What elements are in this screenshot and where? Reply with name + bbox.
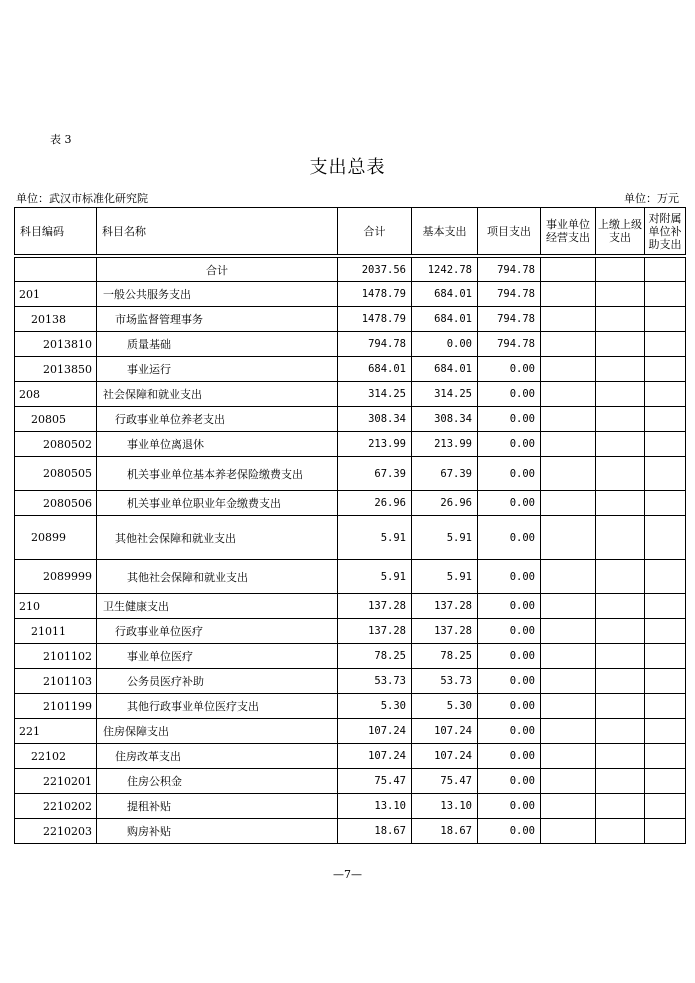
row-code-cell: 2210201 xyxy=(15,769,97,794)
row-business-cell xyxy=(541,307,596,332)
row-upper-cell xyxy=(596,644,645,669)
table-row xyxy=(15,819,686,844)
row-subsidiary-cell xyxy=(645,719,686,744)
row-subsidiary-cell xyxy=(645,516,686,560)
row-business-cell xyxy=(541,560,596,594)
row-project-cell: 0.00 xyxy=(478,744,541,769)
row-business-cell xyxy=(541,432,596,457)
header-total: 合计 xyxy=(338,208,412,255)
row-business-cell xyxy=(541,282,596,307)
row-project-cell: 794.78 xyxy=(478,307,541,332)
row-name-cell: 住房改革支出 xyxy=(97,744,338,769)
row-name-cell: 事业单位医疗 xyxy=(97,644,338,669)
row-business-cell xyxy=(541,819,596,844)
row-name-cell: 其他社会保障和就业支出 xyxy=(97,560,338,594)
row-project-cell: 794.78 xyxy=(478,258,541,282)
row-total-cell: 5.91 xyxy=(338,560,412,594)
page-number: —7— xyxy=(333,868,362,881)
row-basic-cell: 5.91 xyxy=(412,516,478,560)
row-basic-cell: 5.91 xyxy=(412,560,478,594)
header-name: 科目名称 xyxy=(97,208,338,255)
table-row xyxy=(15,694,686,719)
row-basic-cell: 314.25 xyxy=(412,382,478,407)
row-name-cell: 住房保障支出 xyxy=(97,719,338,744)
row-project-cell: 0.00 xyxy=(478,619,541,644)
row-project-cell: 794.78 xyxy=(478,332,541,357)
table-row xyxy=(15,457,686,491)
table-row xyxy=(15,669,686,694)
table-row xyxy=(15,258,686,282)
row-project-cell: 0.00 xyxy=(478,644,541,669)
row-total-cell: 684.01 xyxy=(338,357,412,382)
row-name-cell: 公务员医疗补助 xyxy=(97,669,338,694)
row-code-cell: 2089999 xyxy=(15,560,97,594)
row-total-cell: 53.73 xyxy=(338,669,412,694)
row-business-cell xyxy=(541,644,596,669)
row-total-cell: 107.24 xyxy=(338,719,412,744)
row-name-cell: 购房补贴 xyxy=(97,819,338,844)
row-subsidiary-cell xyxy=(645,744,686,769)
header-subsidiary: 对附属单位补助支出 xyxy=(645,208,686,255)
row-code-cell: 2080502 xyxy=(15,432,97,457)
row-project-cell: 0.00 xyxy=(478,769,541,794)
header-business-operation: 事业单位经营支出 xyxy=(541,208,596,255)
row-upper-cell xyxy=(596,282,645,307)
row-name-cell: 一般公共服务支出 xyxy=(97,282,338,307)
row-name-cell: 社会保障和就业支出 xyxy=(97,382,338,407)
header-code: 科目编码 xyxy=(15,208,97,255)
row-basic-cell: 684.01 xyxy=(412,282,478,307)
row-name-cell: 事业单位离退休 xyxy=(97,432,338,457)
row-business-cell xyxy=(541,258,596,282)
table-row xyxy=(15,491,686,516)
row-subsidiary-cell xyxy=(645,560,686,594)
table-row xyxy=(15,769,686,794)
row-name-cell: 行政事业单位养老支出 xyxy=(97,407,338,432)
row-subsidiary-cell xyxy=(645,457,686,491)
row-business-cell xyxy=(541,457,596,491)
row-project-cell: 0.00 xyxy=(478,669,541,694)
row-basic-cell: 137.28 xyxy=(412,594,478,619)
row-upper-cell xyxy=(596,719,645,744)
row-subsidiary-cell xyxy=(645,382,686,407)
row-code-cell: 2013850 xyxy=(15,357,97,382)
row-name-cell: 合计 xyxy=(97,258,338,282)
table-row xyxy=(15,307,686,332)
row-basic-cell: 53.73 xyxy=(412,669,478,694)
row-upper-cell xyxy=(596,744,645,769)
row-name-cell: 机关事业单位职业年金缴费支出 xyxy=(97,491,338,516)
header-row xyxy=(15,208,686,255)
row-total-cell: 26.96 xyxy=(338,491,412,516)
row-name-cell: 住房公积金 xyxy=(97,769,338,794)
row-project-cell: 0.00 xyxy=(478,457,541,491)
header-project: 项目支出 xyxy=(478,208,541,255)
row-basic-cell: 213.99 xyxy=(412,432,478,457)
row-code-cell: 2101103 xyxy=(15,669,97,694)
row-total-cell: 67.39 xyxy=(338,457,412,491)
row-code-cell: 2101102 xyxy=(15,644,97,669)
row-code-cell: 20805 xyxy=(15,407,97,432)
table-row xyxy=(15,719,686,744)
row-name-cell: 其他行政事业单位医疗支出 xyxy=(97,694,338,719)
row-subsidiary-cell xyxy=(645,491,686,516)
row-code-cell: 20899 xyxy=(15,516,97,560)
row-project-cell: 0.00 xyxy=(478,491,541,516)
row-basic-cell: 0.00 xyxy=(412,332,478,357)
row-name-cell: 卫生健康支出 xyxy=(97,594,338,619)
row-total-cell: 13.10 xyxy=(338,794,412,819)
table-row xyxy=(15,644,686,669)
row-upper-cell xyxy=(596,407,645,432)
row-upper-cell xyxy=(596,357,645,382)
row-basic-cell: 308.34 xyxy=(412,407,478,432)
row-upper-cell xyxy=(596,819,645,844)
row-upper-cell xyxy=(596,694,645,719)
row-subsidiary-cell xyxy=(645,819,686,844)
row-business-cell xyxy=(541,382,596,407)
row-basic-cell: 18.67 xyxy=(412,819,478,844)
row-subsidiary-cell xyxy=(645,594,686,619)
row-total-cell: 78.25 xyxy=(338,644,412,669)
row-name-cell: 质量基础 xyxy=(97,332,338,357)
row-code-cell: 2210203 xyxy=(15,819,97,844)
row-basic-cell: 78.25 xyxy=(412,644,478,669)
row-subsidiary-cell xyxy=(645,332,686,357)
row-subsidiary-cell xyxy=(645,794,686,819)
row-subsidiary-cell xyxy=(645,357,686,382)
row-total-cell: 137.28 xyxy=(338,619,412,644)
row-basic-cell: 67.39 xyxy=(412,457,478,491)
table-row xyxy=(15,794,686,819)
row-total-cell: 75.47 xyxy=(338,769,412,794)
row-total-cell: 18.67 xyxy=(338,819,412,844)
row-total-cell: 5.91 xyxy=(338,516,412,560)
row-name-cell: 行政事业单位医疗 xyxy=(97,619,338,644)
row-code-cell: 221 xyxy=(15,719,97,744)
row-code-cell: 2101199 xyxy=(15,694,97,719)
table-row xyxy=(15,332,686,357)
table-row xyxy=(15,282,686,307)
row-upper-cell xyxy=(596,769,645,794)
table-number: 表 3 xyxy=(50,133,72,146)
row-business-cell xyxy=(541,491,596,516)
row-project-cell: 0.00 xyxy=(478,794,541,819)
row-business-cell xyxy=(541,769,596,794)
organization-unit: 单位：武汉市标准化研究院 xyxy=(16,192,148,205)
row-business-cell xyxy=(541,669,596,694)
row-upper-cell xyxy=(596,560,645,594)
row-project-cell: 0.00 xyxy=(478,719,541,744)
row-upper-cell xyxy=(596,382,645,407)
row-total-cell: 5.30 xyxy=(338,694,412,719)
row-code-cell: 201 xyxy=(15,282,97,307)
row-business-cell xyxy=(541,332,596,357)
row-basic-cell: 26.96 xyxy=(412,491,478,516)
row-total-cell: 213.99 xyxy=(338,432,412,457)
row-subsidiary-cell xyxy=(645,619,686,644)
row-business-cell xyxy=(541,794,596,819)
row-code-cell: 2013810 xyxy=(15,332,97,357)
row-business-cell xyxy=(541,594,596,619)
row-subsidiary-cell xyxy=(645,407,686,432)
row-total-cell: 794.78 xyxy=(338,332,412,357)
row-basic-cell: 1242.78 xyxy=(412,258,478,282)
row-upper-cell xyxy=(596,491,645,516)
row-subsidiary-cell xyxy=(645,769,686,794)
row-total-cell: 137.28 xyxy=(338,594,412,619)
row-basic-cell: 107.24 xyxy=(412,744,478,769)
row-total-cell: 314.25 xyxy=(338,382,412,407)
header-upper-level: 上缴上级支出 xyxy=(596,208,645,255)
row-business-cell xyxy=(541,619,596,644)
row-name-cell: 事业运行 xyxy=(97,357,338,382)
expenditure-table xyxy=(14,207,686,844)
row-business-cell xyxy=(541,694,596,719)
row-upper-cell xyxy=(596,258,645,282)
row-project-cell: 794.78 xyxy=(478,282,541,307)
row-basic-cell: 107.24 xyxy=(412,719,478,744)
row-basic-cell: 5.30 xyxy=(412,694,478,719)
row-total-cell: 1478.79 xyxy=(338,307,412,332)
row-upper-cell xyxy=(596,457,645,491)
row-upper-cell xyxy=(596,669,645,694)
table-row xyxy=(15,516,686,560)
row-code-cell: 208 xyxy=(15,382,97,407)
row-upper-cell xyxy=(596,619,645,644)
row-project-cell: 0.00 xyxy=(478,819,541,844)
row-total-cell: 1478.79 xyxy=(338,282,412,307)
row-project-cell: 0.00 xyxy=(478,594,541,619)
row-business-cell xyxy=(541,516,596,560)
row-code-cell: 21011 xyxy=(15,619,97,644)
row-upper-cell xyxy=(596,332,645,357)
row-total-cell: 2037.56 xyxy=(338,258,412,282)
row-name-cell: 机关事业单位基本养老保险缴费支出 xyxy=(97,457,338,491)
page-title: 支出总表 xyxy=(309,157,386,178)
row-project-cell: 0.00 xyxy=(478,694,541,719)
row-upper-cell xyxy=(596,516,645,560)
row-code-cell: 2080506 xyxy=(15,491,97,516)
row-subsidiary-cell xyxy=(645,669,686,694)
row-upper-cell xyxy=(596,794,645,819)
table-row xyxy=(15,560,686,594)
row-business-cell xyxy=(541,407,596,432)
table-row xyxy=(15,744,686,769)
row-basic-cell: 137.28 xyxy=(412,619,478,644)
row-code-cell: 20138 xyxy=(15,307,97,332)
row-name-cell: 提租补贴 xyxy=(97,794,338,819)
row-upper-cell xyxy=(596,432,645,457)
row-code-cell: 2080505 xyxy=(15,457,97,491)
row-basic-cell: 684.01 xyxy=(412,307,478,332)
row-subsidiary-cell xyxy=(645,307,686,332)
row-subsidiary-cell xyxy=(645,282,686,307)
row-basic-cell: 684.01 xyxy=(412,357,478,382)
row-name-cell: 市场监督管理事务 xyxy=(97,307,338,332)
row-subsidiary-cell xyxy=(645,258,686,282)
row-subsidiary-cell xyxy=(645,432,686,457)
row-business-cell xyxy=(541,357,596,382)
row-upper-cell xyxy=(596,307,645,332)
row-project-cell: 0.00 xyxy=(478,432,541,457)
row-upper-cell xyxy=(596,594,645,619)
row-business-cell xyxy=(541,744,596,769)
row-project-cell: 0.00 xyxy=(478,560,541,594)
row-code-cell: 22102 xyxy=(15,744,97,769)
table-row xyxy=(15,432,686,457)
row-code-cell: 210 xyxy=(15,594,97,619)
row-project-cell: 0.00 xyxy=(478,516,541,560)
row-project-cell: 0.00 xyxy=(478,357,541,382)
table-row xyxy=(15,382,686,407)
row-basic-cell: 13.10 xyxy=(412,794,478,819)
row-project-cell: 0.00 xyxy=(478,382,541,407)
row-subsidiary-cell xyxy=(645,644,686,669)
row-total-cell: 107.24 xyxy=(338,744,412,769)
row-basic-cell: 75.47 xyxy=(412,769,478,794)
row-name-cell: 其他社会保障和就业支出 xyxy=(97,516,338,560)
table-body xyxy=(15,258,686,844)
currency-unit: 单位：万元 xyxy=(624,192,679,205)
row-total-cell: 308.34 xyxy=(338,407,412,432)
table-row xyxy=(15,594,686,619)
row-code-cell xyxy=(15,258,97,282)
row-business-cell xyxy=(541,719,596,744)
header-basic: 基本支出 xyxy=(412,208,478,255)
table-row xyxy=(15,357,686,382)
table-row xyxy=(15,619,686,644)
row-project-cell: 0.00 xyxy=(478,407,541,432)
table-row xyxy=(15,407,686,432)
row-code-cell: 2210202 xyxy=(15,794,97,819)
row-subsidiary-cell xyxy=(645,694,686,719)
